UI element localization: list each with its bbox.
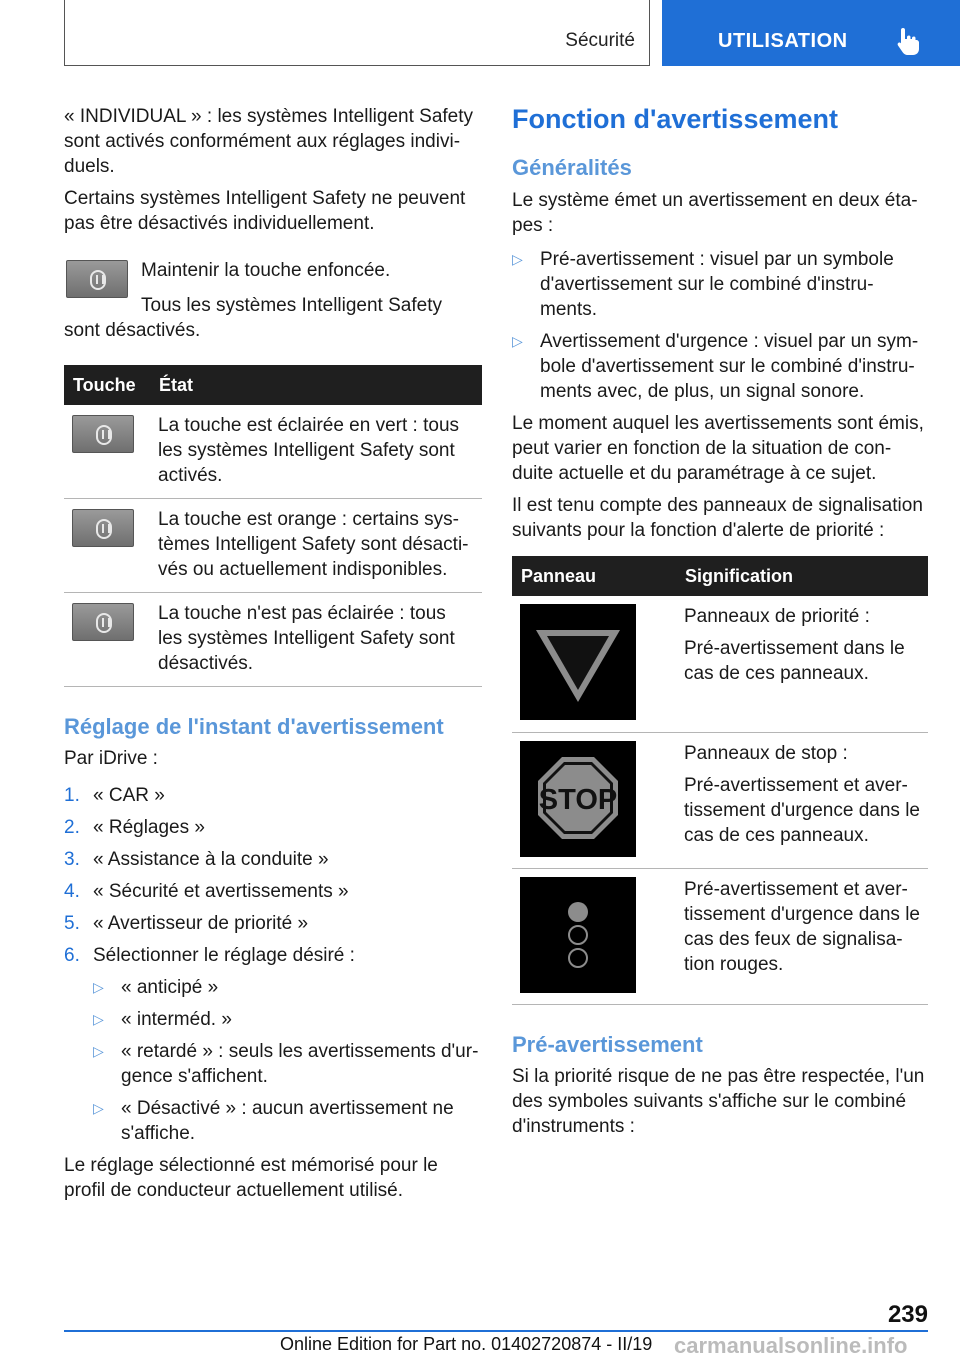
list-item: ▷ « anticipé »	[93, 977, 219, 998]
triangle-bullet-icon: ▷	[93, 1011, 104, 1027]
table-row	[512, 596, 928, 732]
col-header-key: Touche	[64, 365, 150, 405]
triangle-bullet-icon: ▷	[93, 1043, 104, 1059]
individual-paragraph: « INDIVIDUAL » : les systèmes Intelligent Safety sont activés conformément aux réglages indivi‐duels.	[64, 106, 474, 177]
triangle-bullet-icon: ▷	[512, 333, 523, 349]
safety-button-icon	[96, 425, 112, 445]
steps-list	[64, 783, 482, 968]
state-cell: La touche n'est pas éclairée : tous les systèmes Intelligent Safety sont désactivés.	[150, 593, 482, 687]
timing-paragraph: Le moment auquel les avertissements sont émis, peut varier en fonction de la situation de con‐duite actuelle et du paramétrage à ce sujet.	[512, 413, 924, 484]
hold-instruction: Maintenir la touche enfoncée.	[141, 260, 391, 281]
edition-text: Online Edition for Part no. 01402720874 - II/19	[280, 1334, 653, 1354]
button-state-table	[64, 365, 482, 687]
triangle-bullet-icon: ▷	[93, 979, 104, 995]
yield-sign-image	[520, 604, 636, 720]
section-title: Sécurité	[565, 30, 635, 51]
list-item: 5. « Avertisseur de priorité »	[64, 913, 309, 934]
header-section-box	[64, 0, 650, 66]
watermark-text: carmanualsonline.info	[674, 1333, 908, 1358]
col-header-meaning: Signification	[676, 556, 928, 596]
stop-sign-text: STOP	[538, 783, 618, 816]
closing-paragraph: Le réglage sélectionné est mémorisé pour le profil de conducteur actuellement utilisé.	[64, 1155, 438, 1201]
button-off-image	[72, 603, 134, 641]
list-item: 3. « Assistance à la conduite »	[64, 849, 329, 870]
state-cell: La touche est orange : certains sys‐tèmes Intelligent Safety sont désacti‐vés ou actuellement indisponibles.	[150, 499, 482, 593]
table-row	[512, 732, 928, 868]
table-row	[64, 499, 482, 593]
safety-button-icon	[96, 613, 112, 633]
triangle-bullet-icon: ▷	[512, 251, 523, 267]
page-number: 239	[887, 1301, 928, 1328]
list-item: ▷ « Désactivé » : aucun avertissement ne s'affiche.	[93, 1098, 454, 1144]
yield-sign-icon	[520, 604, 636, 720]
safety-button-icon	[90, 270, 106, 290]
meaning-text: Pré-avertissement et aver‐tissement d'urgence dans le cas de ces panneaux.	[684, 774, 920, 846]
state-cell: La touche est éclairée en vert : tous les systèmes Intelligent Safety sont activés.	[150, 405, 482, 499]
triangle-bullet-icon: ▷	[93, 1100, 104, 1116]
list-item: ▷ Avertissement d'urgence : visuel par un sym‐bole d'avertissement sur le combiné d'instru‐ments avec, de plus, un signal sonore.	[512, 331, 919, 402]
list-item: ▷ « retardé » : seuls les avertissements d'ur‐gence s'affichent.	[93, 1041, 479, 1087]
list-item: 1. « CAR »	[64, 785, 165, 806]
table-row	[64, 405, 482, 499]
list-item: ▷ « interméd. »	[93, 1009, 232, 1030]
button-orange-image	[72, 509, 134, 547]
pre-warning-heading: Pré-avertissement	[512, 1031, 703, 1057]
warning-function-title: Fonction d'avertissement	[512, 104, 838, 134]
certain-systems-paragraph: Certains systèmes Intelligent Safety ne peuvent pas être désactivés individuellement.	[64, 188, 466, 234]
idrive-label: Par iDrive :	[64, 748, 158, 769]
pointing-hand-icon	[894, 26, 922, 56]
meaning-text: Pré-avertissement et aver‐tissement d'urgence dans le cas des feux de signalisa‐tion rouges.	[684, 878, 920, 975]
traffic-light-image	[520, 877, 636, 993]
right-column	[512, 104, 928, 1139]
two-stage-paragraph: Le système émet un avertissement en deux éta‐pes :	[512, 190, 918, 236]
chapter-title: UTILISATION	[718, 30, 848, 52]
list-item: 2. « Réglages »	[64, 817, 205, 838]
table-row	[64, 593, 482, 687]
hold-result-line-2: sont désactivés.	[64, 320, 201, 341]
warning-timing-heading: Réglage de l'instant d'avertissement	[64, 714, 444, 739]
options-list	[64, 975, 482, 1146]
chapter-tab	[662, 0, 960, 66]
hold-button-block	[64, 258, 482, 346]
general-heading: Généralités	[512, 155, 632, 180]
hold-result-line: Tous les systèmes Intelligent Safety	[141, 295, 442, 316]
col-header-sign: Panneau	[512, 556, 676, 596]
safety-button-image	[66, 260, 128, 298]
signs-table	[512, 556, 928, 1005]
pre-warning-paragraph: Si la priorité risque de ne pas être respectée, l'un des symboles suivants s'affiche sur le combiné d'instruments :	[512, 1065, 925, 1137]
col-header-state: État	[150, 365, 482, 405]
list-item: 6. Sélectionner le réglage désiré :	[64, 945, 355, 966]
table-row	[512, 868, 928, 1004]
button-green-image	[72, 415, 134, 453]
traffic-light-icon	[520, 877, 636, 993]
meaning-text: Pré-avertissement dans le cas de ces panneaux.	[684, 638, 905, 684]
meaning-title: Panneaux de stop :	[684, 742, 848, 764]
safety-button-icon	[96, 519, 112, 539]
list-item: ▷ Pré-avertissement : visuel par un symbole d'avertissement sur le combiné d'instru‐ments.	[512, 249, 894, 320]
list-item: 4. « Sécurité et avertissements »	[64, 881, 349, 902]
stop-sign-icon	[520, 741, 636, 857]
stage-bullets	[512, 247, 928, 404]
signs-paragraph: Il est tenu compte des panneaux de signalisation suivants pour la fonction d'alerte de priorité :	[512, 495, 923, 541]
meaning-title: Panneaux de priorité :	[684, 606, 870, 627]
footer-divider	[64, 1330, 928, 1332]
left-column	[64, 104, 482, 1203]
stop-sign-image	[520, 741, 636, 857]
